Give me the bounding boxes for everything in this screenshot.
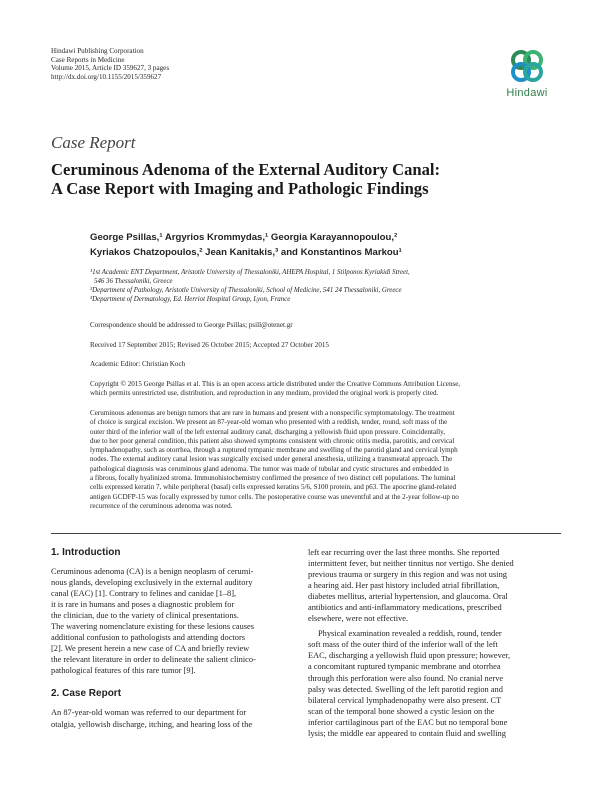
abstract-line: pathological diagnosis was ceruminous gland adenoma. The tumor was made of tubular and cystic structures and embedded in [90,464,449,473]
text-line: a concomitant ruptured tympanic membrane and otorrhea [308,662,501,672]
text-line: otalgia, yellowish discharge, itching, and hearing loss of the [51,719,253,729]
title-line: Ceruminous Adenoma of the External Auditory Canal: [51,160,441,179]
article-type: Case Report [51,133,136,152]
introduction-text [51,566,291,676]
text-line: bilateral cervical lymphadenopathy were also present. CT [308,695,502,705]
text-line: through this perforation were also found. No cranial nerve [308,673,504,683]
journal-name: Case Reports in Medicine [51,55,125,64]
text-line: antibiotics and anti-inflammatory medications, prescribed [308,603,502,613]
text-line: nous glands, developing exclusively in the external auditory [51,578,253,588]
hindawi-logo-text: Hindawi [506,87,548,99]
journal-meta [51,47,169,81]
abstract-line: due to her poor general condition, this patient also showed symptoms consistent with chronic otitis media, parotitis, and cervical [90,436,455,445]
author-line: Kyriakos Chatzopoulos,² Jean Kanitakis,³ and Konstantinos Markou¹ [90,247,402,258]
affiliation-line: ¹1st Academic ENT Department, Aristotle University of Thessaloniki, AHEPA Hospital, 1 Stilponos Kyriakidi Street, [90,269,410,276]
publisher-name: Hindawi Publishing Corporation [51,47,144,55]
abstract-line: outer third of the inferior wall of the left external auditory canal, discharging a yellowish fluid upon pressure. Coincidentally, [90,427,445,436]
text-line: Ceruminous adenoma (CA) is a benign neoplasm of cerumi- [51,567,254,576]
abstract-line: nodes. The external auditory canal lesion was surgically excised under general anesthesia, utilizing a transmeatal approach. The [90,455,453,464]
copyright-notice [90,380,565,398]
correspondence: Correspondence should be addressed to George Psillas; psill@otenet.gr [90,321,293,329]
academic-editor: Academic Editor: Christian Koch [90,360,186,368]
abstract-line: Ceruminous adenomas are benign tumors that are rare in humans and present with a nonspecific symptomatology. The treatment [90,409,455,417]
abstract-line: of choice is surgical excision. We present an 87-year-old woman who presented with a reddish, tender, round, soft mass of the [90,418,448,427]
text-line: additional confusion to pathologists and attending doctors [51,633,245,643]
text-line: soft mass of the outer third of the inferior wall of the left [308,640,498,650]
text-line: An 87-year-old woman was referred to our department for [51,708,247,718]
article-dates: Received 17 September 2015; Revised 26 October 2015; Accepted 27 October 2015 [90,341,329,349]
text-line: it is rare in humans and poses a diagnostic problem for [51,600,235,610]
affiliation-line: ³Department of Dermatology, Ed. Herriot Hospital Group, Lyon, France [90,296,291,304]
abstract-line: cells expressed keratin 7, while peripheral (basal) cells expressed keratins 5/6, S100 protein, and p63. The apocrine gland-related [90,483,457,492]
text-line: intermittent fever, but neither tinnitus nor vertigo. She denied [308,559,514,569]
text-line: scan of the temporal bone showed a cystic lesion on the [308,706,495,716]
case-report-continued [308,547,560,739]
text-line: lysis; the middle ear appeared to contain fluid and swelling [308,728,506,738]
affiliations [90,268,560,304]
text-line: the clinician, due to the variety of clinical presentations. [51,611,239,621]
text-line: palsy was detected. Swelling of the left parotid region and [308,684,503,694]
text-line: left ear recurring over the last three months. She reported [308,548,500,557]
text-line: EAC, discharging a yellowish fluid upon pressure; however, [308,651,511,661]
text-line: diabetes mellitus, arterial hypertension, and glaucoma. Oral [308,592,508,602]
abstract [90,409,565,511]
volume-info: Volume 2015, Article ID 359627, 3 pages [51,64,170,73]
copyright-line: which permits unrestricted use, distribution, and reproduction in any medium, provided the original work is properly cited. [90,389,439,398]
text-line: a hearing aid. Her past history included atrial fibrillation, [308,581,500,591]
hindawi-logo-icon [507,46,547,86]
abstract-line: antigen GCDFP-15 was focally expressed by tumor cells. The postoperative course was uneventful and at the 2-year follow-up no [90,492,459,501]
title-line: A Case Report with Imaging and Pathologic Findings [51,179,429,198]
section-heading-case-report: 2. Case Report [51,688,122,700]
abstract-line: lymphadenopathy, such as otorrhea, through a ruptured tympanic membrane and swelling of the parotid gland and cervical lymph [90,446,458,455]
text-line: elsewhere, were not effective. [308,614,409,624]
text-line: inferior cartilaginous part of the EAC but no temporal bone [308,717,508,727]
affiliation-line: 546 36 Thessaloniki, Greece [94,278,173,286]
text-line: Physical examination revealed a reddish, round, tender [318,629,502,639]
text-line: the relevant literature in order to delineate the salient clinico- [51,655,256,665]
text-line: pathological features of this rare tumor [9]. [51,666,196,676]
text-line: canal (EAC) [1]. Contrary to felines and canidae [1–8], [51,589,237,599]
text-line: [2]. We present herein a new case of CA and briefly review [51,644,250,654]
section-heading-introduction: 1. Introduction [51,547,121,558]
right-column [308,547,560,739]
author-list [90,230,560,260]
author-line: George Psillas,¹ Argyrios Krommydas,¹ Georgia Karayannopoulou,² [90,232,398,243]
case-report-text [51,707,291,729]
article-title [51,160,561,198]
copyright-line: Copyright © 2015 George Psillas et al. This is an open access article distributed under the Creative Commons Attribution License, [90,380,461,388]
abstract-line: recurrence of the ceruminous adenoma was noted. [90,501,233,510]
affiliation-line: ²Department of Pathology, Aristotle University of Thessaloniki, School of Medicine, 541 24 Thessaloniki, Greece [90,287,402,295]
doi-link[interactable]: http://dx.doi.org/10.1155/2015/359627 [51,72,162,81]
abstract-line: a fibrous, focally hyalinized stroma. Immunohistochemistry confirmed the presence of two distinct cell populations. The luminal [90,474,456,483]
text-line: previous trauma or surgery in this region and was not using [308,570,507,580]
left-column [51,547,291,730]
hindawi-logo [500,46,554,106]
section-divider [51,533,561,534]
text-line: The wavering nomenclature existing for these lesions causes [51,622,255,632]
